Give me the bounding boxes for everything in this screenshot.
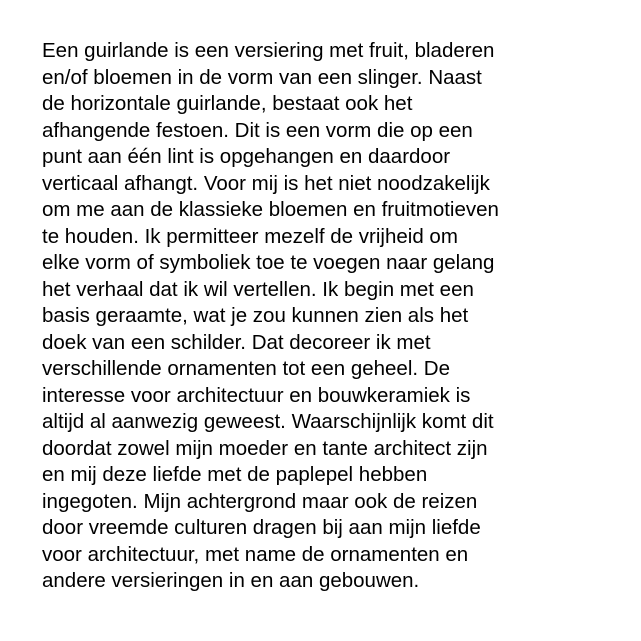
text-line: altijd al aanwezig geweest. Waarschijnlijk komt dit xyxy=(42,410,494,433)
text-line: en/of bloemen in de vorm van een slinger. Naast xyxy=(42,65,482,89)
text-line: verticaal afhangt. Voor mij is het niet noodzakelijk xyxy=(42,171,490,195)
text-line: het verhaal dat ik wil vertellen. Ik begin met een xyxy=(42,277,474,301)
text-line: om me aan de klassieke bloemen en fruitmotieven xyxy=(42,198,499,221)
text-line: verschillende ornamenten tot een geheel. De xyxy=(42,357,450,380)
text-line: basis geraamte, wat je zou kunnen zien als het xyxy=(42,304,469,327)
text-line: doordat zowel mijn moeder en tante architect zijn xyxy=(42,436,488,460)
text-line: en mij deze liefde met de paplepel hebben xyxy=(42,463,428,486)
text-line: voor architectuur, met name de ornamenten en xyxy=(42,542,469,566)
text-line: interesse voor architectuur en bouwkeramiek is xyxy=(42,383,471,407)
text-line: te houden. Ik permitteer mezelf de vrijheid om xyxy=(42,224,458,248)
text-line: door vreemde culturen dragen bij aan mijn liefde xyxy=(42,516,481,539)
text-line: Een guirlande is een versiering met fruit, bladeren xyxy=(42,39,495,62)
text-line: ingegoten. Mijn achtergrond maar ook de reizen xyxy=(42,489,478,513)
text-line: doek van een schilder. Dat decoreer ik met xyxy=(42,330,431,354)
body-paragraph xyxy=(42,38,632,595)
text-line: de horizontale guirlande, bestaat ook het xyxy=(42,92,413,115)
text-line: elke vorm of symboliek toe te voegen naar gelang xyxy=(42,251,495,274)
text-line: andere versieringen in en aan gebouwen. xyxy=(42,569,420,592)
text-line: afhangende festoen. Dit is een vorm die op een xyxy=(42,118,473,142)
text-line: punt aan één lint is opgehangen en daardoor xyxy=(42,145,451,168)
